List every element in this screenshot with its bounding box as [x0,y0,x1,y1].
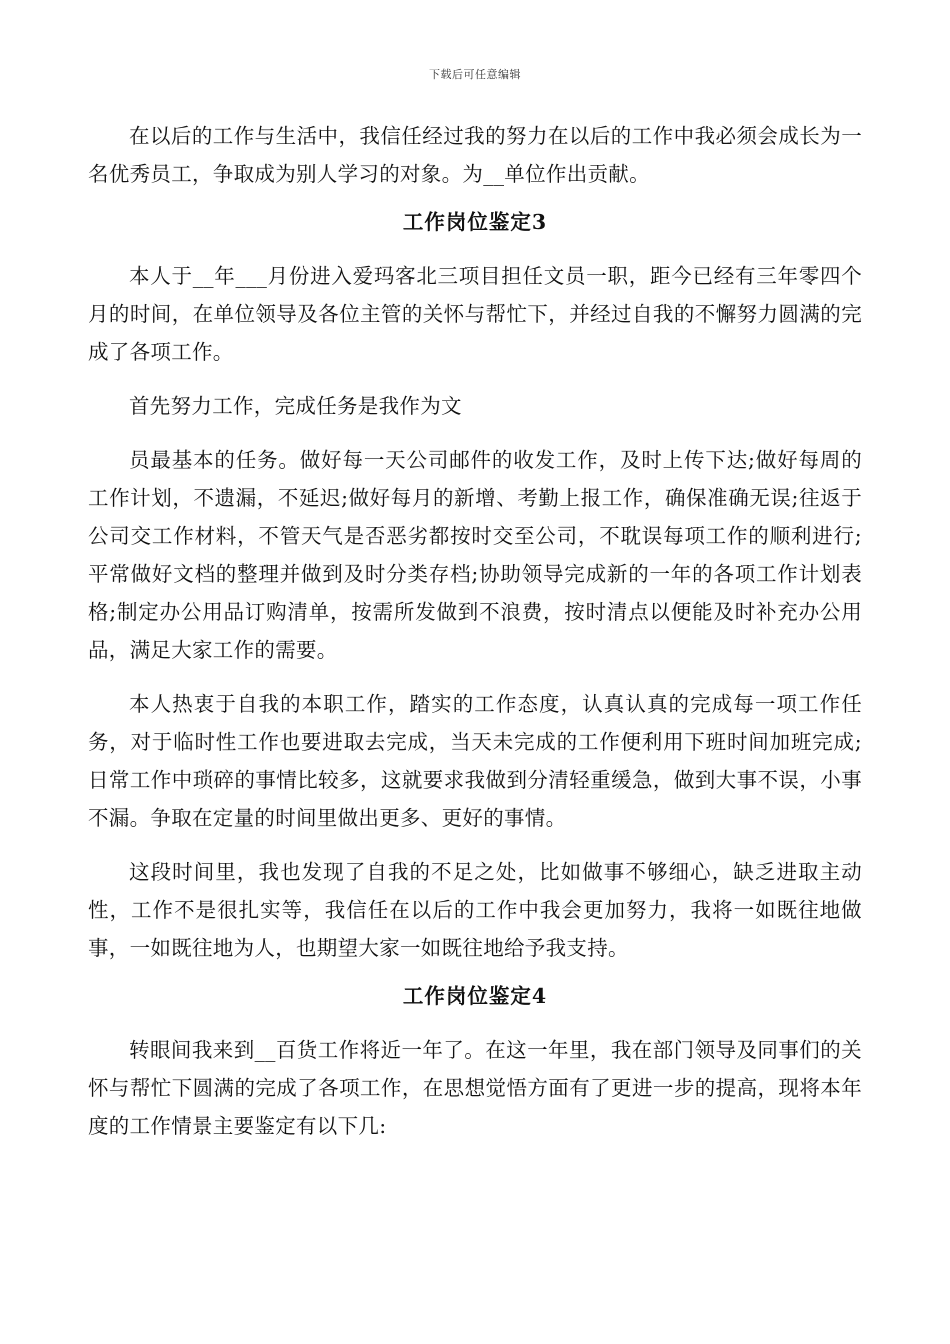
paragraph: 在以后的工作与生活中，我信任经过我的努力在以后的工作中我必须会成长为一名优秀员工，争取成为别人学习的对象。为__单位作出贡献。 [88,124,862,186]
section-heading: 工作岗位鉴定3 [402,210,548,234]
page-header: 下载后可任意编辑 [429,68,521,81]
paragraph: 转眼间我来到__百货工作将近一年了。在这一年里，我在部门领导及同事们的关怀与帮忙下圆满的完成了各项工作，在思想觉悟方面有了更进一步的提高，现将本年度的工作情景主要鉴定有以下几: [88,1038,862,1138]
paragraph: 这段时间里，我也发现了自我的不足之处，比如做事不够细心，缺乏进取主动性，工作不是很扎实等，我信任在以后的工作中我会更加努力，我将一如既往地做事，一如既往地为人，也期望大家一如既往地给予我支持。 [88,860,862,960]
paragraph: 首先努力工作，完成任务是我作为文 [129,394,462,418]
section-heading: 工作岗位鉴定4 [402,984,548,1008]
paragraph: 员最基本的任务。做好每一天公司邮件的收发工作，及时上传下达;做好每周的工作计划，不遗漏，不延迟;做好每月的新增、考勤上报工作，确保准确无误;往返于公司交工作材料，不管天气是否恶劣都按时交至公司，不耽误每项工作的顺利进行;平常做好文档的整理并做到及时分类存档;协助领导完成新的一年的各项工作计划表格;制定办公用品订购清单，按需所发做到不浪费，按时清点以便能及时补充办公用品，满足大家工作的需要。 [88,448,862,662]
paragraph: 本人于__年___月份进入爱玛客北三项目担任文员一职，距今已经有三年零四个月的时间，在单位领导及各位主管的关怀与帮忙下，并经过自我的不懈努力圆满的完成了各项工作。 [88,264,862,364]
document-body [88,117,862,1145]
paragraph: 本人热衷于自我的本职工作，踏实的工作态度，认真认真的完成每一项工作任务，对于临时性工作也要进取去完成，当天未完成的工作便利用下班时间加班完成;日常工作中琐碎的事情比较多，这就要求我做到分清轻重缓急，做到大事不误，小事不漏。争取在定量的时间里做出更多、更好的事情。 [88,692,862,830]
